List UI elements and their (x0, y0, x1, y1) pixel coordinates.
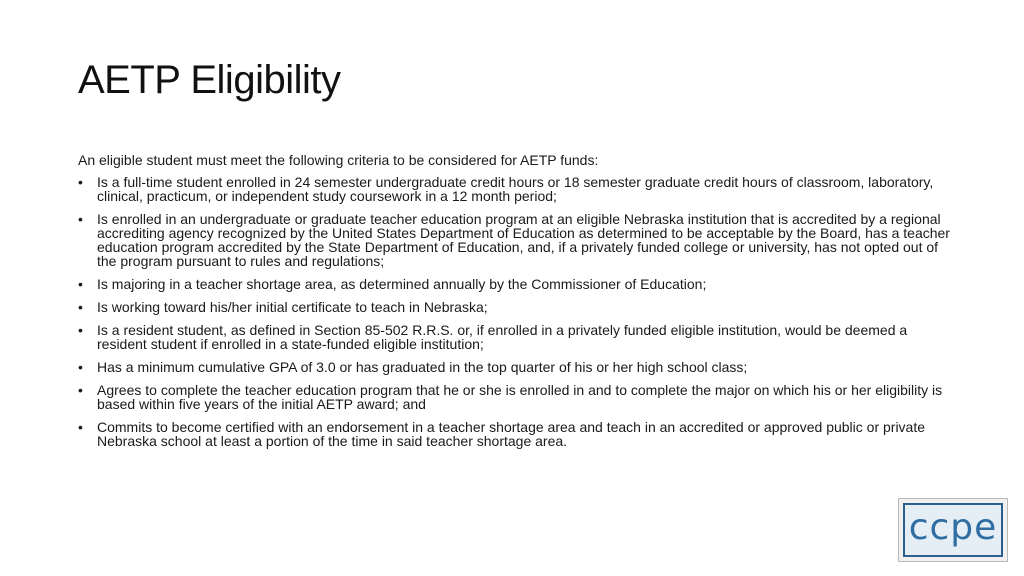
bullet-icon: • (78, 382, 83, 398)
bullet-icon: • (78, 299, 83, 315)
criterion-text: Commits to become certified with an endorsement in a teacher shortage area and teach in an accredited or approved public or private Nebraska school at least a portion of the time in said teacher shortage area. (97, 419, 926, 449)
bullet-icon: • (78, 322, 83, 338)
bullet-icon: • (78, 359, 83, 375)
logo-frame (903, 503, 1003, 557)
list-item (78, 360, 958, 374)
criterion-text: Is a resident student, as defined in Section 85-502 R.R.S. or, if enrolled in a privately funded eligible institution, would be deemed a resident student if enrolled in a state-funded eligible institution; (97, 322, 908, 352)
ccpe-logo-icon (898, 498, 1008, 562)
criterion-text: Agrees to complete the teacher education program that he or she is enrolled in and to complete the major on which his or her eligibility is based within five years of the initial AETP award; and (97, 382, 943, 412)
list-item (78, 175, 958, 203)
intro-text: An eligible student must meet the following criteria to be considered for AETP funds: (78, 152, 599, 168)
list-item (78, 420, 958, 448)
criterion-text: Is working toward his/her initial certificate to teach in Nebraska; (97, 299, 488, 315)
bullet-icon: • (78, 276, 83, 292)
bullet-icon: • (78, 211, 83, 227)
criterion-text: Is enrolled in an undergraduate or graduate teacher education program at an eligible Nebraska institution that is accredited by a regional accrediting agency recognized by the United States Department of Education as determined to be acceptable by the Board, has a teacher education program accredited by the State Department of Education, and, if a privately funded college or university, has not opted out of the program pursuant to rules and regulations; (97, 211, 950, 269)
criterion-text: Is a full-time student enrolled in 24 semester undergraduate credit hours or 18 semester graduate credit hours of classroom, laboratory, clinical, practicum, or independent study coursework in a 12 month period; (97, 174, 934, 204)
list-item (78, 383, 958, 411)
criteria-list (78, 175, 958, 448)
slide-body (78, 153, 958, 457)
list-item (78, 300, 958, 314)
slide-title: AETP Eligibility (78, 58, 341, 102)
criterion-text: Is majoring in a teacher shortage area, as determined annually by the Commissioner of Education; (97, 276, 707, 292)
criterion-text: Has a minimum cumulative GPA of 3.0 or has graduated in the top quarter of his or her high school class; (97, 359, 748, 375)
logo-text: ccpe (908, 507, 998, 548)
list-item (78, 212, 958, 268)
list-item (78, 277, 958, 291)
list-item (78, 323, 958, 351)
bullet-icon: • (78, 174, 83, 190)
bullet-icon: • (78, 419, 83, 435)
